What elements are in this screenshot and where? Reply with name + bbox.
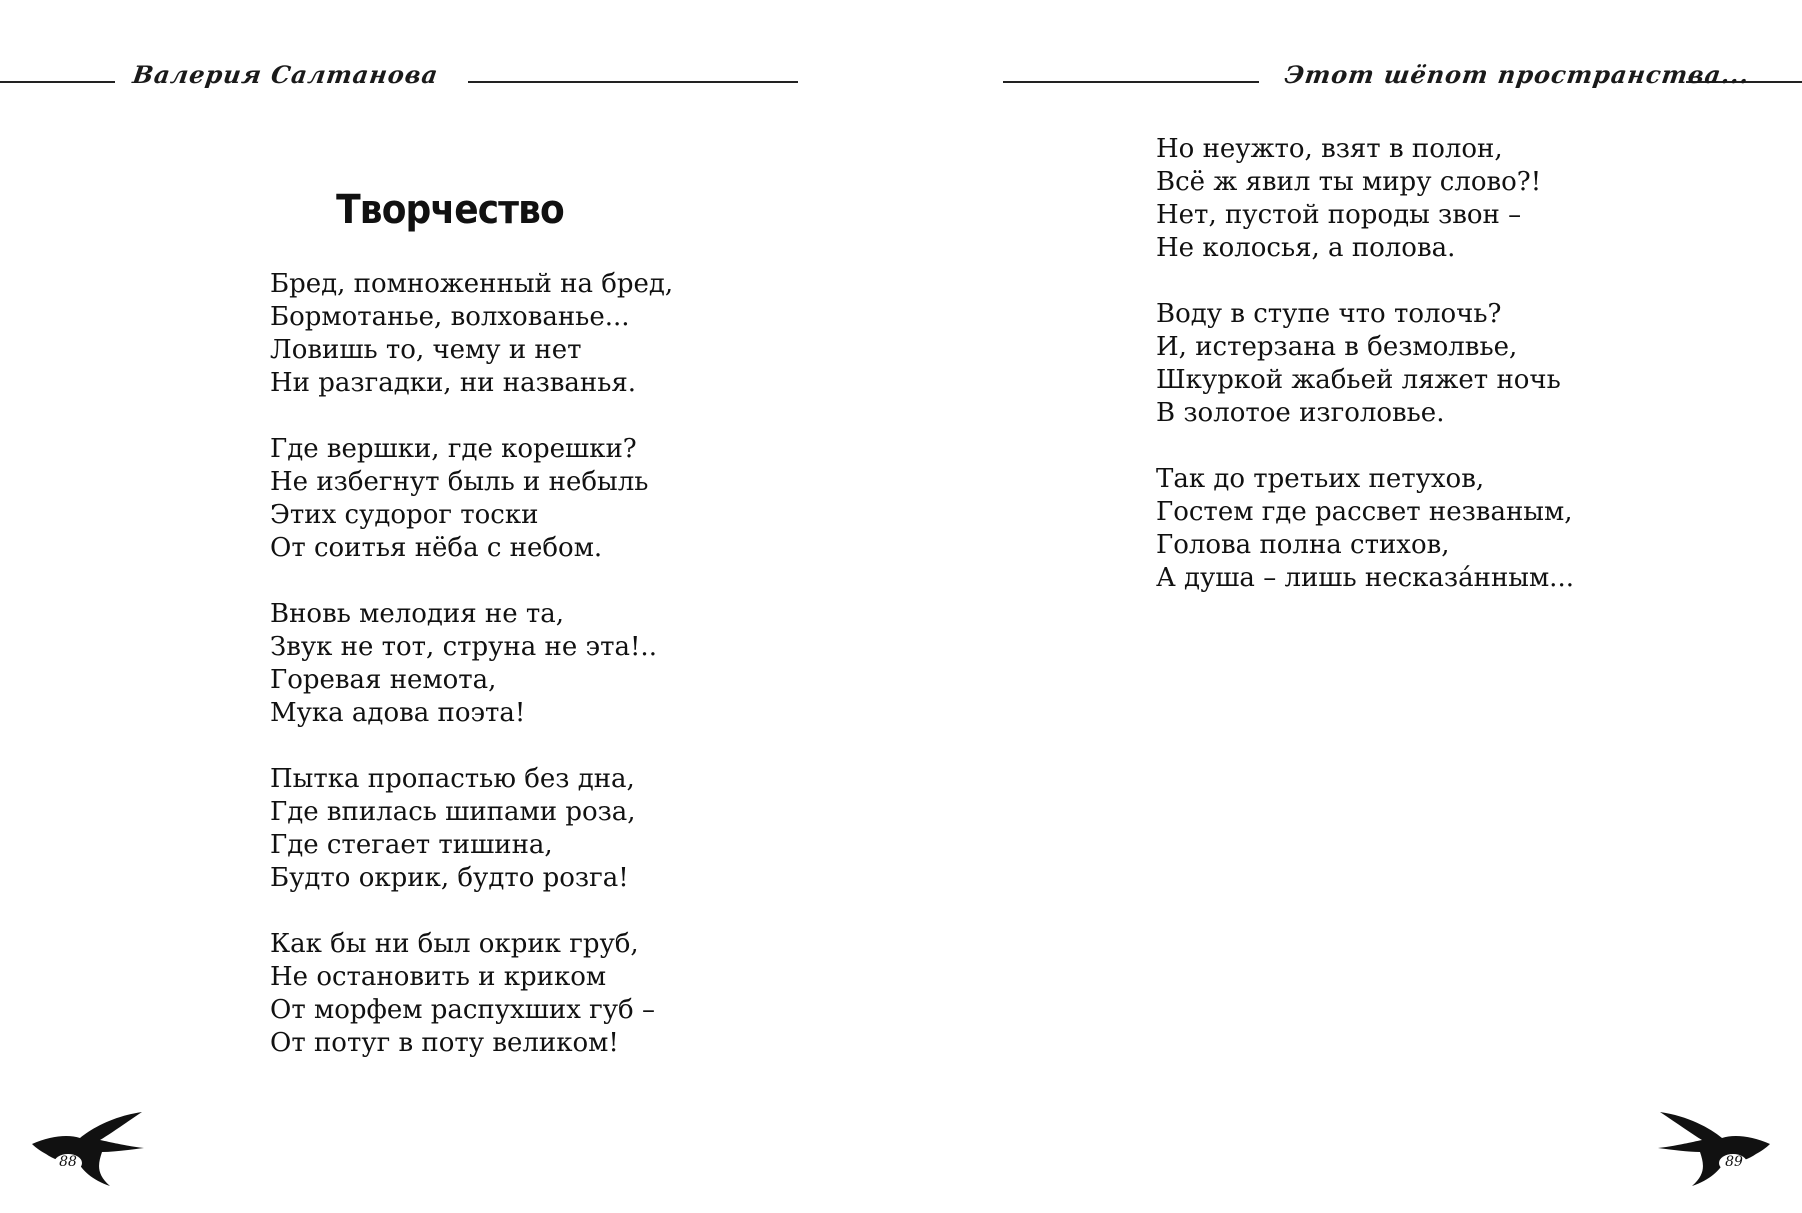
poem-line: Пытка пропастью без дна, bbox=[270, 764, 635, 794]
poem-line: Бред, помноженный на бред, bbox=[270, 269, 674, 299]
stanza bbox=[270, 763, 673, 895]
stanza bbox=[270, 433, 673, 565]
poem-line: Шкуркой жабьей ляжет ночь bbox=[1156, 365, 1561, 395]
stanza bbox=[270, 268, 673, 400]
poem-line: И, истерзана в безмолвье, bbox=[1156, 332, 1518, 362]
poem-line: Где стегает тишина, bbox=[270, 830, 553, 860]
stanza bbox=[1156, 298, 1574, 430]
poem-line: Но неужто, взят в полон, bbox=[1156, 134, 1503, 164]
poem-line: Вновь мелодия не та, bbox=[270, 599, 565, 629]
left-header-rule-outer bbox=[0, 81, 115, 83]
poem-line: Как бы ни был окрик груб, bbox=[270, 929, 639, 959]
poem-line: Не колосья, а полова. bbox=[1156, 233, 1456, 263]
poem-line: Ни разгадки, ни названья. bbox=[270, 368, 637, 398]
poem-line: Будто окрик, будто розга! bbox=[270, 863, 629, 893]
poem-line: Нет, пустой породы звон – bbox=[1156, 200, 1522, 230]
left-header-rule-inner bbox=[468, 81, 798, 83]
poem-line: Голова полна стихов, bbox=[1156, 530, 1450, 560]
poem-line: Не избегнут быль и небыль bbox=[270, 467, 649, 497]
swallow-icon-left bbox=[30, 1108, 145, 1188]
poem-line: В золотое изголовье. bbox=[1156, 398, 1445, 428]
poem-line: Звук не тот, струна не эта!.. bbox=[270, 632, 657, 662]
left-running-header: Валерия Салтанова bbox=[130, 60, 441, 89]
poem-line: Бормотанье, волхованье... bbox=[270, 302, 630, 332]
poem-line: А душа – лишь несказа́нным... bbox=[1156, 563, 1574, 593]
poem-line: От потуг в поту великом! bbox=[270, 1028, 619, 1058]
poem-line: Этих судорог тоски bbox=[270, 500, 539, 530]
poem-line: Всё ж явил ты миру слово?! bbox=[1156, 167, 1542, 197]
poem-line: Не остановить и криком bbox=[270, 962, 607, 992]
poem-line: Ловишь то, чему и нет bbox=[270, 335, 582, 365]
poem-line: Так до третьих петухов, bbox=[1156, 464, 1485, 494]
right-running-header: Этот шёпот пространства... bbox=[1282, 60, 1752, 89]
stanza bbox=[1156, 463, 1574, 595]
poem-title: Творчество bbox=[336, 187, 564, 233]
right-page-number: 89 bbox=[1725, 1154, 1743, 1170]
left-poem bbox=[270, 268, 673, 1093]
poem-line: Воду в ступе что толочь? bbox=[1156, 299, 1502, 329]
stanza bbox=[1156, 133, 1574, 265]
poem-line: Где впилась шипами роза, bbox=[270, 797, 636, 827]
right-header-rule-inner bbox=[1003, 81, 1259, 83]
poem-line: Гостем где рассвет незваным, bbox=[1156, 497, 1573, 527]
stanza bbox=[270, 598, 673, 730]
stanza bbox=[270, 928, 673, 1060]
poem-line: Где вершки, где корешки? bbox=[270, 434, 637, 464]
left-page-number: 88 bbox=[59, 1154, 77, 1170]
poem-line: От соитья нёба с небом. bbox=[270, 533, 603, 563]
poem-line: От морфем распухших губ – bbox=[270, 995, 655, 1025]
swallow-icon-right bbox=[1657, 1108, 1772, 1188]
poem-line: Горевая немота, bbox=[270, 665, 497, 695]
poem-line: Мука адова поэта! bbox=[270, 698, 526, 728]
right-poem bbox=[1156, 133, 1574, 628]
